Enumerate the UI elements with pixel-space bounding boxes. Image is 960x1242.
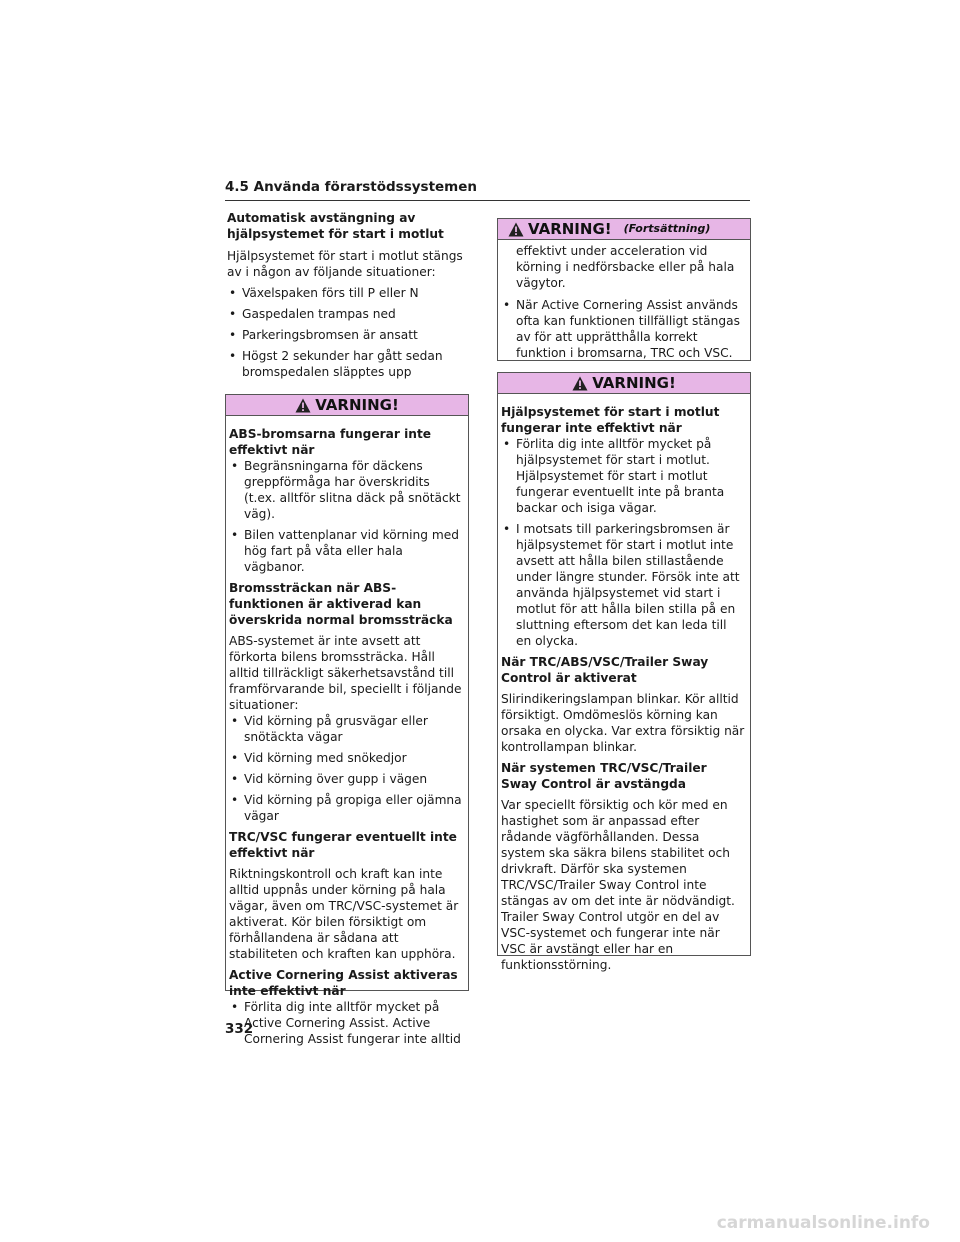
trc-off-text: Var speciellt försiktig och kör med en hastighet som är anpassad efter rådande vägförhållanden. Dessa system ska säkra bilens stabilitet och drivkraft. Därför ska systemen TRC/VSC/Trailer Sway Control inte stängas av om det inte är nödvändigt. Trailer Sway Control utgör en del av VSC-systemet och fungerar inte när VSC är avstängt eller har en funktionsstörning. bbox=[501, 798, 735, 972]
warning-body bbox=[498, 394, 750, 984]
abs-heading: ABS-bromsarna fungerar inte effektivt när bbox=[229, 427, 432, 457]
trc-active-heading: När TRC/ABS/VSC/Trailer Sway Control är aktiverat bbox=[501, 655, 709, 685]
list-item: • Vid körning över gupp i vägen bbox=[229, 771, 463, 787]
continued-text: effektivt under acceleration vid körning i nedförsbacke eller på hala vägytor. bbox=[516, 244, 735, 290]
list-item: • Förlita dig inte alltför mycket på hjälpsystemet för start i motlut. Hjälpsystemet för start i motlut fungerar eventuellt inte på branta backar och isiga vägar. bbox=[501, 436, 745, 516]
warning-header bbox=[498, 373, 750, 394]
warning-triangle-icon bbox=[572, 376, 588, 391]
trc-active-text: Slirindikeringslampan blinkar. Kör alltid försiktigt. Omdömeslös körning kan orsaka en olycka. Var extra försiktig när kontrollampan blinkar. bbox=[501, 692, 745, 754]
auto-shutoff-intro: Hjälpsystemet för start i motlut stängs av i någon av följande situationer: bbox=[227, 249, 463, 279]
warning-header bbox=[226, 395, 468, 416]
list-item: • I motsats till parkeringsbromsen är hjälpsystemet för start i motlut inte avsett att hålla bilen stillastående under längre stunder. Försök inte att använda hjälpsystemet vid start i motlut för att hålla bilen stilla på en sluttning eftersom det kan leda till en olycka. bbox=[501, 521, 745, 649]
warning-body bbox=[226, 416, 468, 1058]
warning-box-continued bbox=[497, 218, 751, 361]
page-number: 332 bbox=[225, 1021, 254, 1037]
list-item: • Vid körning med snökedjor bbox=[229, 750, 463, 766]
watermark: carmanualsonline.info bbox=[716, 1213, 930, 1233]
list-item: • Parkeringsbromsen är ansatt bbox=[227, 327, 465, 343]
warning-header bbox=[498, 219, 750, 240]
continued-list bbox=[501, 297, 745, 361]
trc-vsc-text: Riktningskontroll och kraft kan inte alltid uppnås under körning på hala vägar, även om TRC/VSC-systemet är aktiverat. Kör bilen försiktigt om förhållandena är sådana att stabiliteten och kraften kan upphöra. bbox=[229, 867, 459, 961]
trc-vsc-heading: TRC/VSC fungerar eventuellt inte effektivt när bbox=[229, 830, 457, 860]
warning-triangle-icon bbox=[295, 398, 311, 413]
braking-distance-text: ABS-systemet är inte avsett att förkorta bilens bromssträcka. Håll alltid tillräckligt säkerhetsavstånd till framförvarande bil, speciellt i följande situationer: bbox=[229, 634, 462, 712]
warning-label: VARNING! bbox=[315, 396, 399, 414]
warning-label: VARNING! bbox=[592, 374, 676, 392]
auto-shutoff-section bbox=[227, 210, 465, 385]
cornering-assist-list bbox=[229, 999, 463, 1047]
list-item: • Förlita dig inte alltför mycket på Active Cornering Assist. Active Cornering Assist fungerar inte alltid bbox=[229, 999, 463, 1047]
section-header bbox=[225, 178, 750, 201]
braking-distance-heading: Bromssträckan när ABS-funktionen är aktiverad kan överskrida normal bromssträcka bbox=[229, 581, 453, 627]
list-item: • Bilen vattenplanar vid körning med hög fart på våta eller hala vägbanor. bbox=[229, 527, 463, 575]
trc-off-heading: När systemen TRC/VSC/Trailer Sway Control är avstängda bbox=[501, 761, 707, 791]
warning-body bbox=[498, 240, 750, 372]
cornering-assist-heading: Active Cornering Assist aktiveras inte effektivt när bbox=[229, 968, 458, 998]
abs-list bbox=[229, 458, 463, 575]
list-item: • Växelspaken förs till P eller N bbox=[227, 285, 465, 301]
section-title: 4.5 Använda förarstödssystemen bbox=[225, 179, 478, 195]
hill-start-heading: Hjälpsystemet för start i motlut fungerar inte effektivt när bbox=[501, 405, 720, 435]
list-item: • Begränsningarna för däckens greppförmåga har överskridits (t.ex. alltför slitna däck på snötäckt väg). bbox=[229, 458, 463, 522]
braking-situations-list bbox=[229, 713, 463, 824]
list-item: • Gaspedalen trampas ned bbox=[227, 306, 465, 322]
continuation-label: (Fortsättning) bbox=[623, 222, 711, 235]
auto-shutoff-heading: Automatisk avstängning av hjälpsystemet för start i motlut bbox=[227, 211, 444, 241]
list-item: • Vid körning på gropiga eller ojämna vägar bbox=[229, 792, 463, 824]
list-item: • När Active Cornering Assist används ofta kan funktionen tillfälligt stängas av för att upprätthålla korrekt funktion i bromsarna, TRC och VSC. bbox=[501, 297, 745, 361]
warning-label: VARNING! bbox=[528, 220, 612, 238]
auto-shutoff-list bbox=[227, 285, 465, 380]
list-item: • Högst 2 sekunder har gått sedan bromspedalen släpptes upp bbox=[227, 348, 465, 380]
warning-box-hill-start bbox=[497, 372, 751, 972]
list-item: • Vid körning på grusvägar eller snötäckta vägar bbox=[229, 713, 463, 745]
warning-triangle-icon bbox=[508, 222, 524, 237]
hill-start-list bbox=[501, 436, 745, 649]
